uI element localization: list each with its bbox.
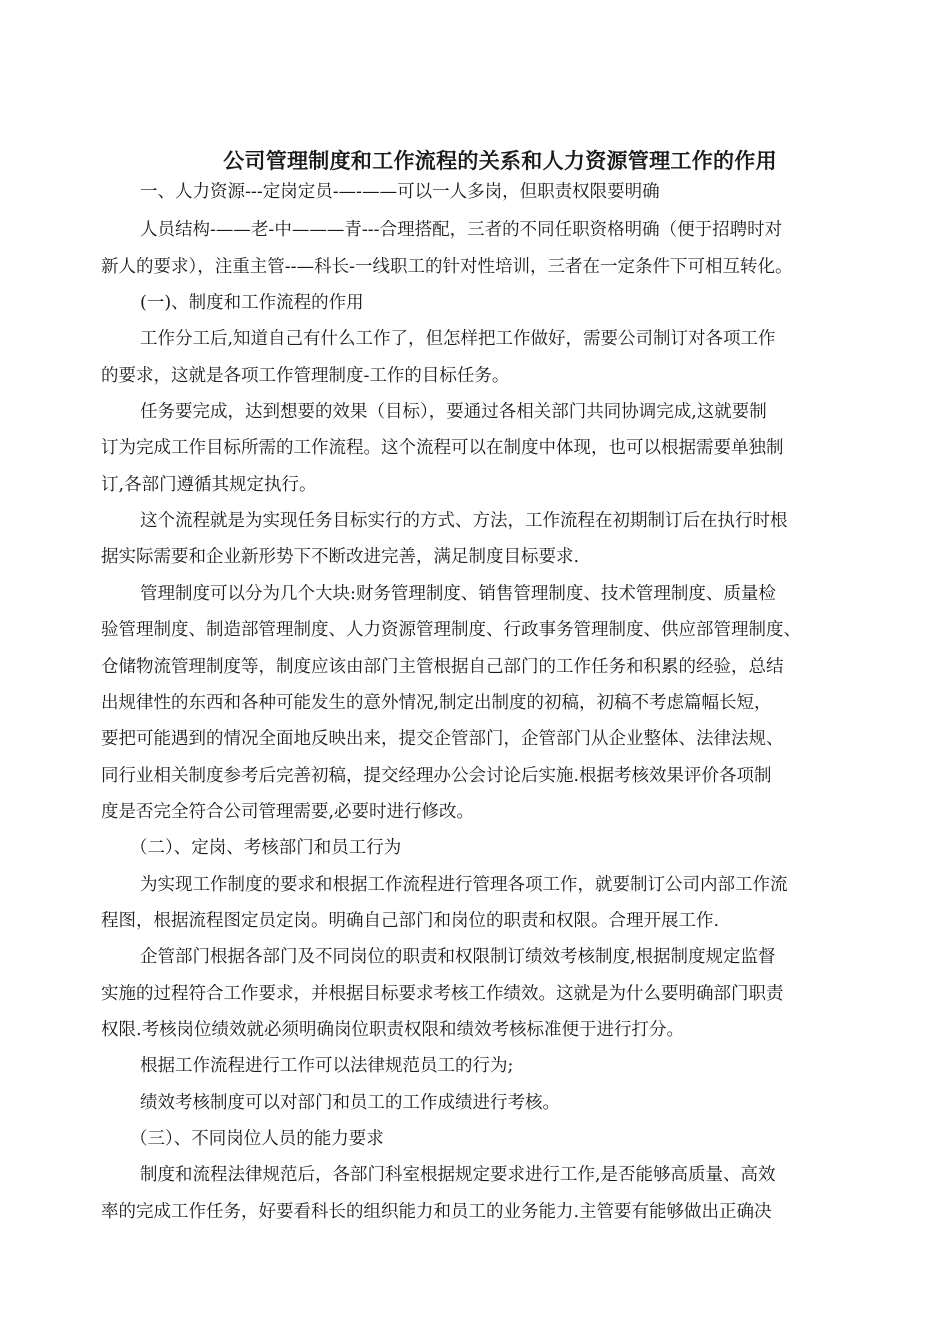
text-line-12: 管理制度可以分为几个大块:财务管理制度、销售管理制度、技术管理制度、质量检: [140, 584, 776, 604]
text-line-21: 程图，根据流程图定员定岗。明确自己部门和岗位的职责和权限。合理开展工作.: [101, 911, 720, 931]
text-line-20: 为实现工作制度的要求和根据工作流程进行管理各项工作，就要制订公司内部工作流: [140, 875, 788, 895]
text-line-10: 这个流程就是为实现任务目标实行的方式、方法，工作流程在初期制订后在执行时根: [140, 511, 788, 531]
text-line-26: 绩效考核制度可以对部门和员工的工作成绩进行考核。: [140, 1093, 560, 1113]
section-heading-3: （三）、不同岗位人员的能力要求: [130, 1129, 384, 1149]
text-line-13: 验管理制度、制造部管理制度、人力资源管理制度、行政事务管理制度、供应部管理制度、: [101, 620, 801, 640]
text-line-1: 一、人力资源---定岗定员-—-——可以一人多岗，但职责权限要明确: [140, 182, 660, 202]
section-heading-2: （二）、定岗、考核部门和员工行为: [130, 838, 402, 858]
text-line-6: 的要求，这就是各项工作管理制度-工作的目标任务。: [101, 366, 510, 386]
text-line-7: 任务要完成，达到想要的效果（目标），要通过各相关部门共同协调完成,这就要制: [140, 402, 767, 422]
text-line-18: 度是否完全符合公司管理需要,必要时进行修改。: [101, 802, 475, 822]
text-line-25: 根据工作流程进行工作可以法律规范员工的行为;: [140, 1056, 514, 1076]
text-line-3: 新人的要求），注重主管--—科长-一线职工的针对性培训，三者在一定条件下可相互转化。: [101, 257, 793, 277]
text-line-16: 要把可能遇到的情况全面地反映出来，提交企管部门，企管部门从企业整体、法律法规、: [101, 729, 784, 749]
text-line-28: 制度和流程法律规范后，各部门科室根据规定要求进行工作,是否能够高质量、高效: [140, 1165, 776, 1185]
text-line-17: 同行业相关制度参考后完善初稿，提交经理办公会讨论后实施.根据考核效果评价各项制: [101, 766, 772, 786]
text-line-23: 实施的过程符合工作要求，并根据目标要求考核工作绩效。这就是为什么要明确部门职责: [101, 984, 784, 1004]
text-line-29: 率的完成工作任务，好要看科长的组织能力和员工的业务能力.主管要有能够做出正确决: [101, 1202, 772, 1222]
text-line-22: 企管部门根据各部门及不同岗位的职责和权限制订绩效考核制度,根据制度规定监督: [140, 947, 776, 967]
text-line-2: 人员结构-——老-中———青---合理搭配，三者的不同任职资格明确（便于招聘时对: [140, 220, 783, 240]
text-line-8: 订为完成工作目标所需的工作流程。这个流程可以在制度中体现，也可以根据需要单独制: [101, 438, 784, 458]
document-title: 公司管理制度和工作流程的关系和人力资源管理工作的作用: [223, 148, 777, 173]
text-line-5: 工作分工后,知道自己有什么工作了，但怎样把工作做好，需要公司制订对各项工作: [140, 329, 776, 349]
text-line-24: 权限.考核岗位绩效就必须明确岗位职责权限和绩效考核标准便于进行打分。: [101, 1020, 685, 1040]
text-line-11: 据实际需要和企业新形势下不断改进完善，满足制度目标要求.: [101, 547, 580, 567]
text-line-15: 出规律性的东西和各种可能发生的意外情况,制定出制度的初稿，初稿不考虑篇幅长短，: [101, 693, 772, 713]
text-line-14: 仓储物流管理制度等，制度应该由部门主管根据自己部门的工作任务和积累的经验，总结: [101, 657, 784, 677]
section-heading-1: (一)、制度和工作流程的作用: [140, 293, 364, 313]
text-line-9: 订,各部门遵循其规定执行。: [101, 475, 317, 495]
